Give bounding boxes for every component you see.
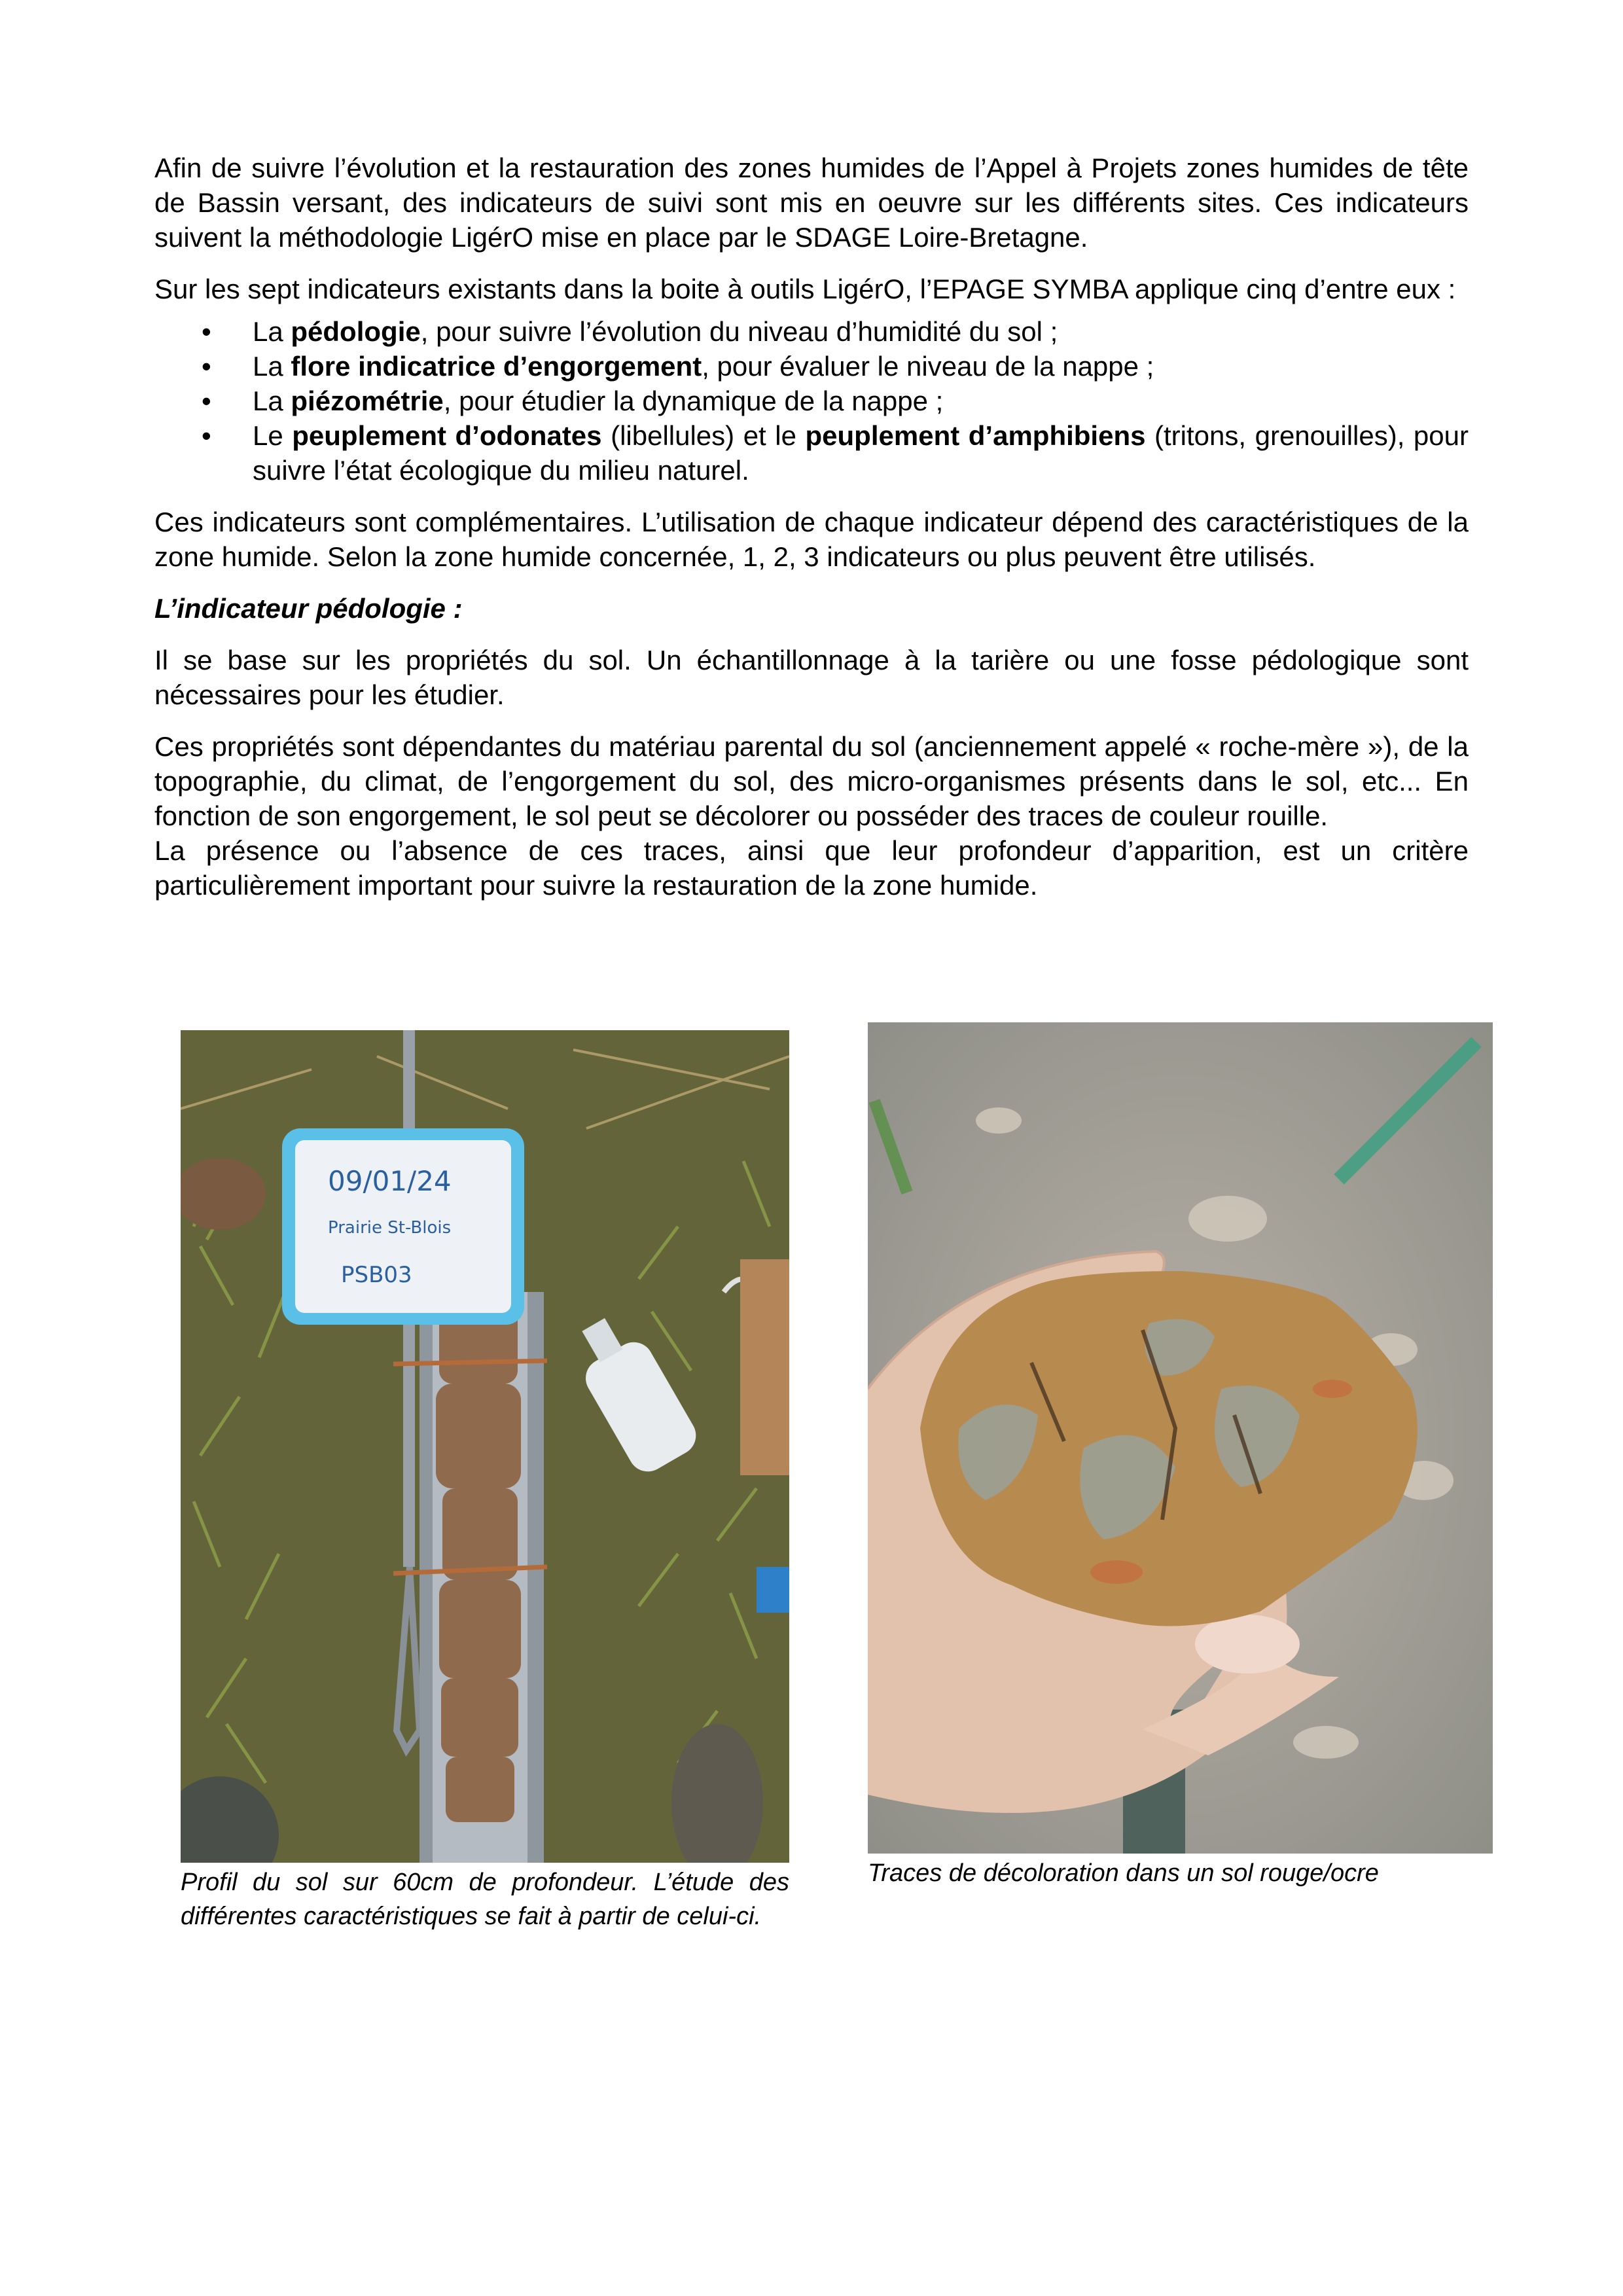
intro-paragraph: Afin de suivre l’évolution et la restauration des zones humides de l’Appel à Projets zones humides de tête de Bassin versant, des indicateurs de suivi sont mis en oeuvre sur les différents sites. Ces indicateurs suivent la méthodologie LigérO mise en place par le SDAGE Loire-Bretagne.	[154, 152, 1469, 253]
soil-paragraph-2a: Ces propriétés sont dépendantes du matériau parental du sol (anciennement appelé « roche-mère »), de la topographie, du climat, de l’engorgement du sol, des micro-organismes présents dans le sol, etc... En fonction de son engorgement, le sol peut se décolorer ou posséder des traces de couleur rouille.	[154, 731, 1469, 831]
list-item: • La piézométrie, pour étudier la dynamique de la nappe ;	[154, 384, 1469, 418]
bullet-icon: •	[202, 420, 211, 451]
complementary-paragraph: Ces indicateurs sont complémentaires. L’utilisation de chaque indicateur dépend des caractéristiques de la zone humide. Selon la zone humide concernée, 1, 2, 3 indicateurs ou plus peuvent être utilisés.	[154, 507, 1469, 572]
sign-site: Prairie St-Blois	[328, 1218, 452, 1238]
soil-profile-photo	[181, 1030, 789, 1863]
figure-soil-sample	[868, 1022, 1493, 1890]
figure-soil-profile	[181, 1030, 789, 1933]
bullet-icon: •	[202, 351, 211, 382]
soil-sample-photo	[868, 1022, 1493, 1854]
bullet-icon: •	[202, 386, 211, 416]
section-heading: L’indicateur pédologie :	[154, 593, 463, 624]
bullet-icon: •	[202, 316, 211, 347]
figure-1-caption: Profil du sol sur 60cm de profondeur. L’étude des différentes caractéristiques se fait à partir de celui-ci.	[181, 1869, 789, 1930]
sign-code: PSB03	[341, 1262, 412, 1288]
list-item: • La flore indicatrice d’engorgement, pour évaluer le niveau de la nappe ;	[154, 349, 1469, 384]
document-body	[154, 151, 1469, 903]
list-intro-paragraph: Sur les sept indicateurs existants dans la boite à outils LigérO, l’EPAGE SYMBA applique cinq d’entre eux :	[154, 274, 1456, 304]
soil-paragraph-2b: La présence ou l’absence de ces traces, ainsi que leur profondeur d’apparition, est un critère particulièrement important pour suivre la restauration de la zone humide.	[154, 835, 1469, 901]
indicator-list	[154, 314, 1469, 488]
list-item: • Le peuplement d’odonates (libellules) et le peuplement d’amphibiens (tritons, grenouilles), pour suivre l’état écologique du milieu naturel.	[154, 418, 1469, 488]
soil-paragraph-1: Il se base sur les propriétés du sol. Un échantillonnage à la tarière ou une fosse pédologique sont nécessaires pour les étudier.	[154, 645, 1469, 710]
figure-2-caption: Traces de décoloration dans un sol rouge/ocre	[868, 1859, 1379, 1887]
list-item: • La pédologie, pour suivre l’évolution du niveau d’humidité du sol ;	[154, 314, 1469, 349]
sign-date: 09/01/24	[328, 1165, 452, 1197]
